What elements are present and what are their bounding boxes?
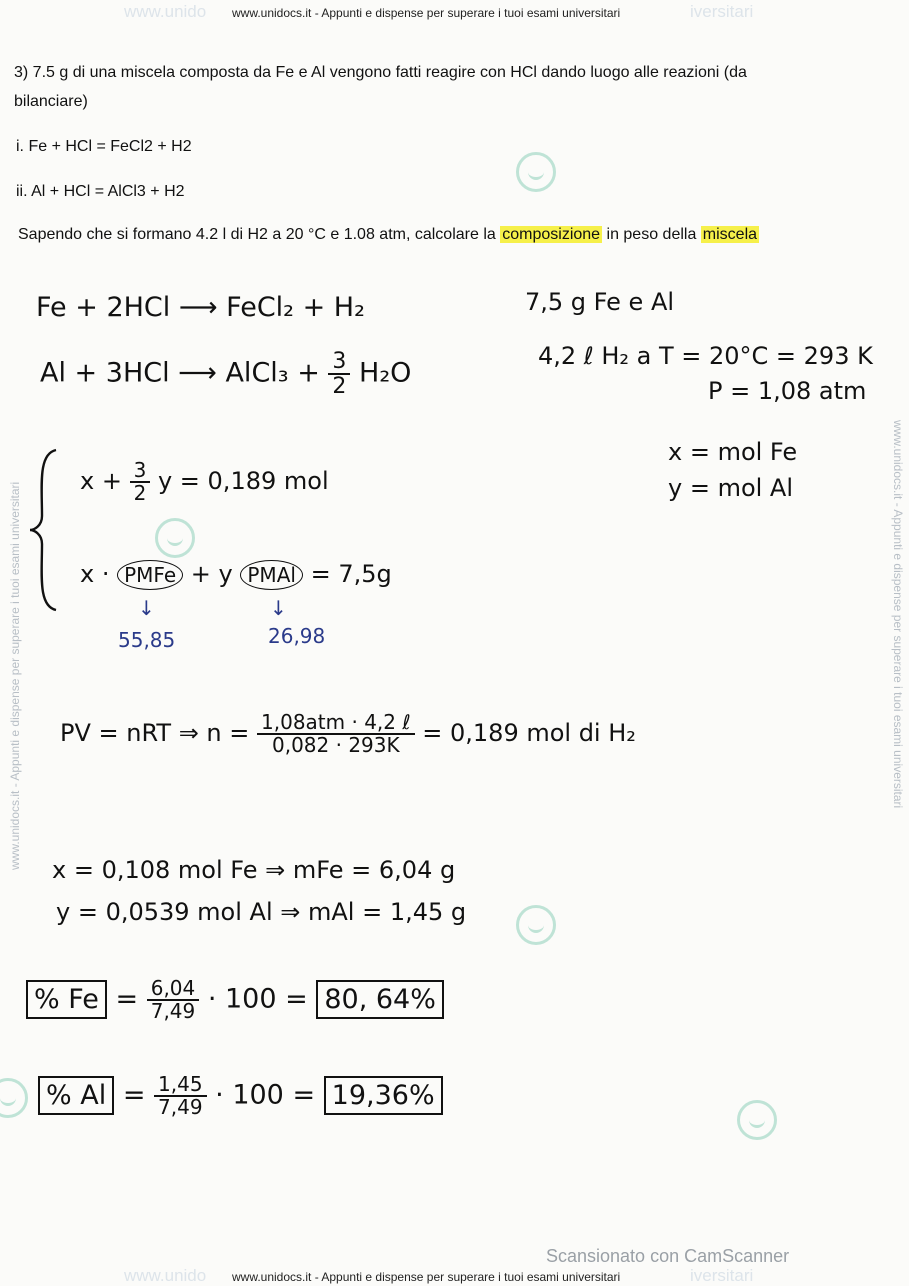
- unidocs-logo-icon: [155, 518, 195, 558]
- watermark-faint-right: iversitari: [690, 2, 754, 21]
- percent-fe-result: 80, 64%: [316, 980, 444, 1019]
- unidocs-logo-icon: [737, 1100, 777, 1140]
- camscanner-label: Scansionato con CamScanner: [546, 1246, 790, 1266]
- unidocs-logo-icon: [0, 1078, 28, 1118]
- percent-al-calculation: % Al = $\frac{1,45}{7,49}$ · 100 = 19,36%: [38, 1074, 443, 1118]
- reaction-ii: ii. Al + HCl = AlCl3 + H2: [16, 183, 185, 200]
- percent-fe-calculation: % Fe = $\frac{6,04}{7,49}$ · 100 = 80, 64%: [26, 978, 444, 1022]
- watermark-side-left: www.unidocs.it - Appunti e dispense per superare i tuoi esami universitari: [8, 481, 22, 870]
- watermark-faint-left: www.unido: [124, 2, 207, 21]
- system-equation-2: x · PMFe + y PMAl = 7,5g: [80, 560, 392, 588]
- system-brace-icon: [26, 446, 66, 614]
- unidocs-logo-icon: [516, 152, 556, 192]
- system-equation-1: x + $\frac{3}{2}$ y = 0,189 mol: [80, 458, 329, 505]
- eq2-left: Al + 3HCl ⟶ AlCl₃ +: [40, 357, 320, 389]
- watermark-header: www.unidocs.it - Appunti e dispense per superare i tuoi esami universitari: [232, 6, 621, 20]
- watermark-footer: www.unidocs.it - Appunti e dispense per superare i tuoi esami universitari: [232, 1270, 621, 1284]
- unidocs-logo-icon: [516, 905, 556, 945]
- percent-fe-label: % Fe: [26, 980, 107, 1019]
- given-volume-temp: 4,2 ℓ H₂ a T = 20°C = 293 K: [538, 342, 873, 370]
- highlight-composizione: composizione: [502, 226, 601, 243]
- pm-fe-value: 55,85: [118, 628, 176, 652]
- pm-al-value: 26,98: [268, 624, 326, 648]
- ideal-gas-calculation: PV = nRT ⇒ n = $\frac{\text{1,08atm · 4,2 ℓ}}{0,082 \cdot 293K}$ = 0,189 mol di H₂: [60, 710, 636, 757]
- eq2-coefficient: $\frac{3}{2}$: [328, 350, 350, 398]
- problem-statement-line2: bilanciare): [14, 93, 88, 110]
- eq2-right: H₂O: [359, 357, 412, 389]
- percent-al-label: % Al: [38, 1076, 114, 1115]
- watermark-faint-right-footer: iversitari: [690, 1266, 754, 1285]
- question-text-mid: in peso della: [602, 226, 701, 243]
- given-pressure: P = 1,08 atm: [708, 377, 867, 405]
- problem-statement-line1: 3) 7.5 g di una miscela composta da Fe e Al vengono fatti reagire con HCl dando luogo alle reazioni (da: [14, 64, 747, 81]
- balanced-equation-fe: Fe + 2HCl ⟶ FeCl₂ + H₂: [36, 292, 365, 323]
- question-text: Sapendo che si formano 4.2 l di H2 a 20 °C e 1.08 atm, calcolare la: [18, 226, 501, 243]
- circled-pm-al: PMAl: [240, 560, 303, 590]
- arrow-down-icon: ↓: [270, 596, 287, 620]
- given-mass: 7,5 g Fe e Al: [525, 288, 675, 316]
- percent-al-result: 19,36%: [324, 1076, 443, 1115]
- balanced-equation-al: [40, 350, 411, 398]
- circled-pm-fe: PMFe: [117, 560, 183, 590]
- watermark-faint-left-footer: www.unido: [124, 1266, 207, 1285]
- var-x-definition: x = mol Fe: [668, 438, 798, 466]
- var-y-definition: y = mol Al: [668, 474, 794, 502]
- highlight-miscela: miscela: [702, 226, 758, 243]
- arrow-down-icon: ↓: [138, 596, 155, 620]
- question: [18, 226, 759, 244]
- watermark-side-right: www.unidocs.it - Appunti e dispense per superare i tuoi esami universitari: [891, 420, 905, 809]
- moles-fe-result: x = 0,108 mol Fe ⇒ mFe = 6,04 g: [52, 856, 456, 884]
- moles-al-result: y = 0,0539 mol Al ⇒ mAl = 1,45 g: [56, 898, 467, 926]
- reaction-i: i. Fe + HCl = FeCl2 + H2: [16, 138, 192, 155]
